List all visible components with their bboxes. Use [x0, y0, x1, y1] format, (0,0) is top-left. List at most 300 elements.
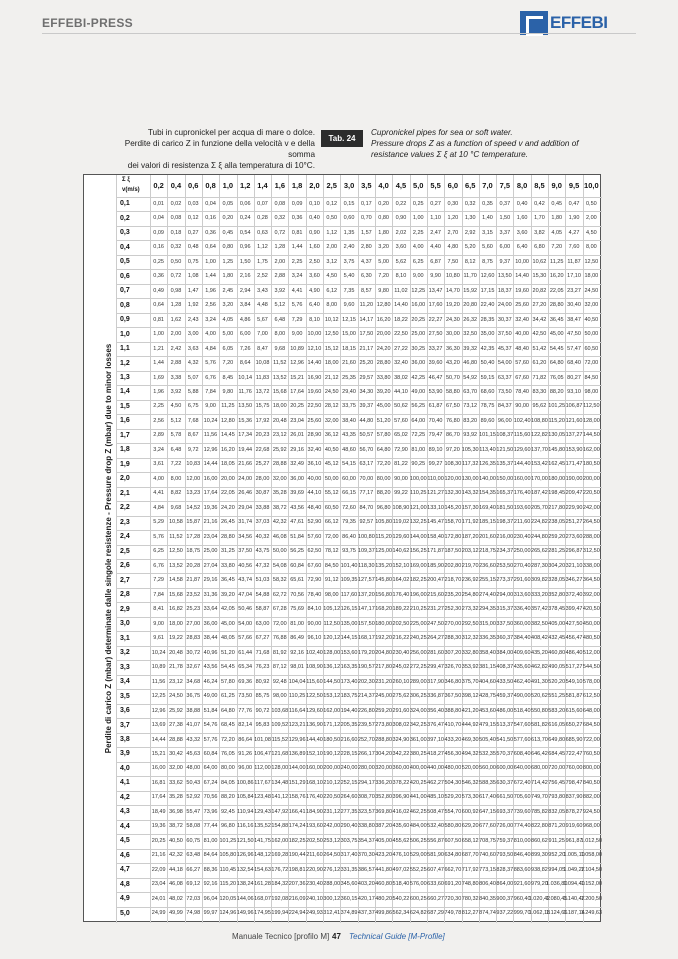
table-cell: 317,40 [340, 852, 358, 859]
table-cell: 785,82 [531, 808, 548, 815]
table-cell: 480,20 [375, 895, 393, 902]
table-cell: 2,16 [239, 273, 251, 280]
row-divider [116, 255, 602, 256]
table-cell: 8,67 [187, 432, 199, 439]
table-cell: 22,09 [151, 866, 166, 873]
header-rule [42, 33, 636, 34]
table-cell: 193,60 [306, 823, 323, 830]
table-cell: 211,60 [513, 519, 531, 526]
row-divider [116, 313, 602, 314]
table-cell: 369,80 [375, 808, 393, 815]
table-cell: 360,00 [513, 620, 531, 627]
table-cell: 225,00 [409, 620, 427, 627]
table-cell: 84,50 [584, 374, 599, 381]
table-cell: 230,40 [513, 533, 531, 540]
table-cell: 518,40 [392, 881, 410, 888]
table-cell: 44,80 [359, 417, 374, 424]
table-cell: 648,00 [582, 707, 600, 714]
table-cell: 145,80 [375, 577, 393, 584]
table-cell: 0,45 [222, 229, 234, 236]
table-cell: 5,00 [222, 331, 234, 338]
table-cell: 532,40 [427, 823, 444, 830]
table-cell: 6,75 [187, 403, 199, 410]
table-cell: 1,96 [205, 287, 216, 294]
table-cell: 0,30 [447, 200, 459, 207]
table-cell: 17,64 [203, 490, 218, 497]
table-cell: 14,40 [515, 273, 529, 280]
table-cell: 408,37 [496, 664, 514, 671]
table-cell: 198,37 [496, 519, 514, 526]
table-cell: 135,20 [375, 562, 393, 569]
table-cell: 273,60 [565, 533, 583, 540]
table-cell: 112,50 [583, 403, 600, 410]
table-cell: 580,80 [444, 823, 462, 830]
table-cell: 45,00 [220, 620, 235, 627]
row-divider [116, 342, 602, 343]
table-cell: 240,10 [306, 895, 323, 902]
table-cell: 1,44 [153, 360, 164, 367]
table-cell: 375,70 [461, 678, 479, 685]
velocity-label: 3,7 [120, 721, 130, 729]
table-cell: 171,87 [427, 548, 444, 555]
table-cell: 1,80 [222, 273, 234, 280]
table-cell: 24,20 [220, 504, 235, 511]
row-divider [116, 892, 602, 893]
table-cell: 54,00 [497, 360, 512, 367]
table-cell: 6,30 [360, 273, 372, 280]
table-cell: 67,24 [203, 779, 218, 786]
table-cell: 4,32 [187, 360, 199, 367]
table-cell: 20,82 [532, 287, 547, 294]
table-cell: 51,20 [220, 649, 235, 656]
table-cell: 3,92 [170, 388, 182, 395]
table-cell: 11,76 [238, 388, 252, 395]
pressure-drop-table [83, 174, 601, 922]
table-cell: 1,44 [291, 244, 303, 251]
table-cell: 72,03 [186, 895, 201, 902]
table-cell: 102,40 [513, 417, 531, 424]
table-cell: 23,04 [290, 417, 304, 424]
velocity-label: 4,5 [120, 837, 130, 845]
table-cell: 554,70 [444, 808, 462, 815]
table-cell: 43,35 [342, 432, 356, 439]
table-cell: 61,20 [532, 360, 547, 367]
velocity-label: 0,2 [120, 214, 130, 222]
table-cell: 6,76 [153, 562, 164, 569]
english-caption [371, 127, 591, 160]
table-cell: 508,47 [427, 808, 444, 815]
table-cell: 4,37 [360, 258, 372, 265]
table-cell: 7,84 [153, 591, 164, 598]
table-cell: 144,00 [288, 765, 306, 772]
table-cell: 2,50 [309, 258, 320, 265]
table-cell: 115,60 [513, 432, 531, 439]
table-cell: 1,08 [187, 273, 199, 280]
table-cell: 126,35 [479, 461, 496, 468]
table-cell: 15,00 [342, 331, 356, 338]
table-cell: 210,25 [409, 606, 427, 613]
table-cell: 1.200,50 [580, 895, 603, 902]
table-cell: 57,66 [238, 635, 253, 642]
table-cell: 810,00 [513, 837, 531, 844]
table-cell: 6,12 [326, 287, 338, 294]
table-cell: 32,50 [463, 331, 478, 338]
table-cell: 11,25 [550, 258, 564, 265]
table-cell: 304,20 [375, 750, 393, 757]
table-cell: 128,00 [582, 417, 600, 424]
table-cell: 544,50 [582, 664, 600, 671]
table-cell: 30,25 [411, 345, 426, 352]
table-cell: 480,00 [444, 765, 462, 772]
table-cell: 112,00 [254, 765, 271, 772]
table-cell: 600,92 [461, 808, 479, 815]
table-cell: 460,80 [548, 649, 566, 656]
table-cell: 773,15 [479, 866, 496, 873]
table-cell: 47,50 [567, 331, 581, 338]
table-cell: 202,80 [444, 562, 462, 569]
velocity-label: 2,5 [120, 547, 130, 555]
table-cell: 321,10 [565, 562, 583, 569]
table-cell: 499,86 [375, 910, 393, 917]
table-cell: 90,25 [411, 461, 426, 468]
table-cell: 8,47 [257, 345, 268, 352]
table-cell: 35,28 [169, 794, 183, 801]
table-cell: 180,00 [375, 620, 393, 627]
table-cell: 23,04 [151, 881, 166, 888]
table-cell: 189,22 [392, 606, 410, 613]
table-cell: 77,17 [359, 490, 374, 497]
table-cell: 72,90 [394, 446, 408, 453]
table-cell: 0,72 [274, 229, 286, 236]
table-cell: 13,52 [272, 374, 287, 381]
table-cell: 0,37 [499, 200, 511, 207]
table-cell: 27,38 [169, 722, 183, 729]
table-cell: 205,35 [340, 722, 358, 729]
table-cell: 60,50 [584, 345, 599, 352]
velocity-label: 0,3 [120, 229, 130, 237]
table-cell: 441,80 [375, 866, 393, 873]
table-cell: 46,08 [169, 881, 183, 888]
table-cell: 828,37 [496, 866, 514, 873]
table-cell: 0,32 [464, 200, 476, 207]
table-cell: 386,57 [357, 866, 375, 873]
table-cell: 147,92 [271, 808, 289, 815]
table-cell: 560,00 [479, 765, 496, 772]
table-cell: 78,75 [480, 403, 495, 410]
table-cell: 272,25 [409, 664, 427, 671]
table-cell: 306,25 [409, 693, 427, 700]
table-cell: 3,82 [534, 229, 545, 236]
sum-xi-header: 6,5 [464, 181, 476, 190]
table-cell: 376,47 [427, 722, 444, 729]
table-cell: 181,50 [496, 504, 514, 511]
table-cell: 57,60 [394, 417, 408, 424]
velocity-label: 1,4 [120, 388, 130, 396]
sum-xi-header: 9,5 [568, 181, 580, 190]
table-cell: 3,24 [153, 446, 164, 453]
table-cell: 1,90 [568, 215, 580, 222]
table-cell: 57,80 [376, 432, 391, 439]
table-cell: 433,50 [496, 678, 514, 685]
table-cell: 43,20 [445, 360, 460, 367]
table-cell: 105,30 [461, 446, 479, 453]
table-cell: 10,00 [515, 258, 529, 265]
row-divider [116, 660, 602, 661]
table-cell: 420,25 [409, 779, 427, 786]
table-cell: 217,80 [548, 504, 566, 511]
table-cell: 226,80 [357, 707, 375, 714]
table-cell: 4,05 [222, 316, 234, 323]
table-cell: 162,45 [548, 461, 566, 468]
table-cell: 193,60 [513, 504, 531, 511]
table-cell: 444,92 [461, 722, 479, 729]
table-cell: 230,40 [392, 649, 410, 656]
velocity-label: 3,2 [120, 649, 130, 657]
table-cell: 270,40 [513, 562, 531, 569]
table-cell: 228,15 [340, 750, 358, 757]
table-cell: 169,28 [271, 852, 289, 859]
table-cell: 12,25 [151, 693, 166, 700]
row-divider [116, 617, 602, 618]
table-cell: 162,00 [323, 707, 341, 714]
table-cell: 80,00 [220, 765, 235, 772]
table-cell: 238,05 [548, 519, 566, 526]
table-cell: 171,92 [461, 519, 479, 526]
table-cell: 6,48 [274, 316, 286, 323]
table-cell: 51,20 [376, 417, 391, 424]
table-cell: 44,10 [307, 490, 322, 497]
table-cell: 1.012,50 [580, 837, 603, 844]
table-cell: 67,60 [307, 562, 322, 569]
table-cell: 70,00 [359, 475, 374, 482]
table-cell: 196,00 [409, 591, 427, 598]
table-cell: 288,80 [375, 736, 393, 743]
table-cell: 126,15 [340, 606, 358, 613]
sum-xi-header: 4,5 [395, 181, 407, 190]
table-cell: 0,50 [170, 258, 182, 265]
table-cell: 484,00 [409, 823, 427, 830]
table-cell: 312,41 [323, 910, 341, 917]
table-cell: 433,20 [444, 736, 462, 743]
table-cell: 919,60 [565, 823, 583, 830]
table-cell: 28,00 [255, 475, 270, 482]
sum-xi-header: 9,0 [551, 181, 562, 190]
table-cell: 9,72 [187, 446, 199, 453]
table-cell: 47,61 [290, 519, 304, 526]
logo-mark-icon [520, 11, 548, 35]
table-cell: 44,10 [394, 388, 408, 395]
table-cell: 214,37 [357, 693, 375, 700]
table-cell: 130,00 [461, 475, 479, 482]
table-cell: 27,22 [394, 345, 408, 352]
velocity-label: 2,8 [120, 591, 130, 599]
table-cell: 254,80 [461, 591, 479, 598]
table-cell: 170,00 [531, 475, 548, 482]
table-cell: 251,27 [565, 519, 583, 526]
table-cell: 200,00 [582, 475, 600, 482]
table-cell: 25,00 [411, 331, 426, 338]
table-cell: 22,05 [549, 287, 564, 294]
table-cell: 356,40 [427, 707, 444, 714]
table-cell: 793,50 [496, 852, 514, 859]
table-cell: 265,62 [531, 548, 548, 555]
table-cell: 38,72 [169, 823, 183, 830]
table-cell: 979,20 [531, 881, 548, 888]
row-divider [116, 689, 602, 690]
table-cell: 570,37 [496, 750, 514, 757]
table-cell: 61,44 [238, 649, 253, 656]
table-cell: 2,56 [205, 302, 216, 309]
table-cell: 1.020,42 [528, 895, 551, 902]
table-cell: 760,00 [565, 765, 583, 772]
table-cell: 205,70 [531, 504, 548, 511]
table-cell: 253,50 [496, 562, 514, 569]
sum-xi-header: 3,5 [361, 181, 372, 190]
table-cell: 7,22 [170, 461, 182, 468]
table-cell: 10,89 [290, 345, 304, 352]
table-cell: 242,00 [582, 504, 600, 511]
table-cell: 4,41 [291, 287, 303, 294]
table-cell: 76,80 [445, 417, 460, 424]
table-cell: 144,50 [323, 678, 341, 685]
table-cell: 109,37 [357, 548, 375, 555]
table-cell: 0,04 [153, 215, 164, 222]
table-cell: 61,87 [428, 403, 443, 410]
table-cell: 1,47 [187, 287, 199, 294]
table-cell: 1.080,45 [546, 895, 568, 902]
table-cell: 42,35 [480, 345, 495, 352]
row-divider [116, 675, 602, 676]
table-cell: 34,30 [359, 388, 374, 395]
table-cell: 145,20 [444, 504, 462, 511]
table-cell: 0,40 [516, 200, 528, 207]
table-cell: 27,04 [203, 562, 218, 569]
table-cell: 485,10 [427, 794, 444, 801]
table-cell: 69,36 [238, 678, 253, 685]
table-cell: 69,12 [186, 881, 201, 888]
table-cell: 90,00 [394, 475, 408, 482]
table-cell: 116,16 [236, 823, 254, 830]
table-cell: 110,25 [288, 693, 306, 700]
table-cell: 822,80 [531, 823, 548, 830]
sum-xi-header: 5,0 [413, 181, 424, 190]
table-cell: 135,37 [496, 461, 514, 468]
table-cell: 1,62 [170, 316, 182, 323]
table-cell: 1,28 [170, 302, 182, 309]
table-cell: 80,27 [567, 374, 581, 381]
table-cell: 14,40 [307, 360, 322, 367]
table-cell: 9,00 [412, 273, 424, 280]
table-cell: 21,16 [203, 519, 218, 526]
table-cell: 18,00 [324, 360, 339, 367]
table-cell: 74,98 [186, 910, 201, 917]
table-cell: 19,22 [169, 635, 183, 642]
table-cell: 6,40 [516, 244, 528, 251]
row-divider [116, 487, 602, 488]
table-cell: 0,81 [153, 316, 164, 323]
table-cell: 360,00 [392, 765, 410, 772]
table-cell: 456,30 [444, 750, 462, 757]
table-cell: 21,17 [359, 345, 374, 352]
table-cell: 1.094,40 [563, 881, 585, 888]
table-cell: 1,80 [378, 229, 389, 236]
table-cell: 16,90 [307, 374, 322, 381]
italian-caption [110, 127, 315, 171]
row-divider [116, 400, 602, 401]
table-cell: 14,45 [220, 432, 235, 439]
table-cell: 108,90 [306, 664, 323, 671]
table-cell: 17,15 [480, 287, 495, 294]
sum-xi-header: 5,5 [430, 181, 441, 190]
table-cell: 353,92 [461, 664, 479, 671]
table-cell: 86,64 [238, 736, 253, 743]
table-cell: 129,60 [513, 446, 531, 453]
table-cell: 120,12 [323, 635, 341, 642]
table-cell: 1,50 [499, 215, 511, 222]
table-cell: 50,00 [584, 331, 599, 338]
table-cell: 600,00 [496, 765, 514, 772]
table-cell: 0,80 [378, 215, 389, 222]
table-cell: 0,27 [187, 229, 199, 236]
table-cell: 31,36 [203, 591, 218, 598]
table-cell: 883,60 [513, 866, 531, 873]
row-divider [116, 747, 602, 748]
table-cell: 72,25 [411, 432, 426, 439]
table-cell: 1,96 [153, 388, 164, 395]
table-cell: 121,60 [565, 417, 583, 424]
table-cell: 717,92 [461, 866, 479, 873]
table-cell: 33,88 [255, 504, 270, 511]
table-cell: 342,22 [392, 750, 410, 757]
table-cell: 693,37 [496, 808, 514, 815]
table-cell: 0,48 [187, 244, 199, 251]
velocity-label: 1,9 [120, 460, 130, 468]
table-cell: 435,60 [513, 664, 531, 671]
table-cell: 203,12 [461, 548, 479, 555]
table-cell: 14,44 [203, 461, 218, 468]
table-cell: 616,05 [548, 722, 566, 729]
table-cell: 23,04 [203, 533, 218, 540]
velocity-label: 3,8 [120, 736, 130, 743]
table-cell: 187,50 [444, 548, 462, 555]
row-divider [116, 269, 602, 270]
table-cell: 860,62 [531, 837, 548, 844]
table-cell: 158,76 [288, 794, 306, 801]
table-cell: 480,50 [582, 635, 600, 642]
velocity-label: 3,6 [120, 707, 130, 715]
table-cell: 517,27 [565, 664, 583, 671]
velocity-label: 1,3 [120, 374, 130, 381]
table-cell: 147,17 [357, 606, 375, 613]
table-cell: 184,90 [306, 808, 323, 815]
table-cell: 661,50 [496, 794, 514, 801]
table-cell: 144,15 [340, 635, 358, 642]
table-cell: 12,96 [290, 360, 304, 367]
table-cell: 12,25 [411, 287, 426, 294]
table-cell: 96,80 [376, 504, 391, 511]
table-cell: 3,63 [187, 345, 199, 352]
table-cell: 108,37 [496, 432, 514, 439]
table-cell: 0,64 [205, 244, 216, 251]
table-cell: 13,50 [238, 403, 253, 410]
table-cell: 309,82 [531, 577, 548, 584]
table-cell: 840,35 [479, 895, 496, 902]
table-cell: 0,12 [326, 200, 338, 207]
table-cell: 16,20 [220, 446, 235, 453]
table-cell: 61,25 [220, 693, 235, 700]
row-divider [116, 371, 602, 372]
row-divider [116, 458, 602, 459]
